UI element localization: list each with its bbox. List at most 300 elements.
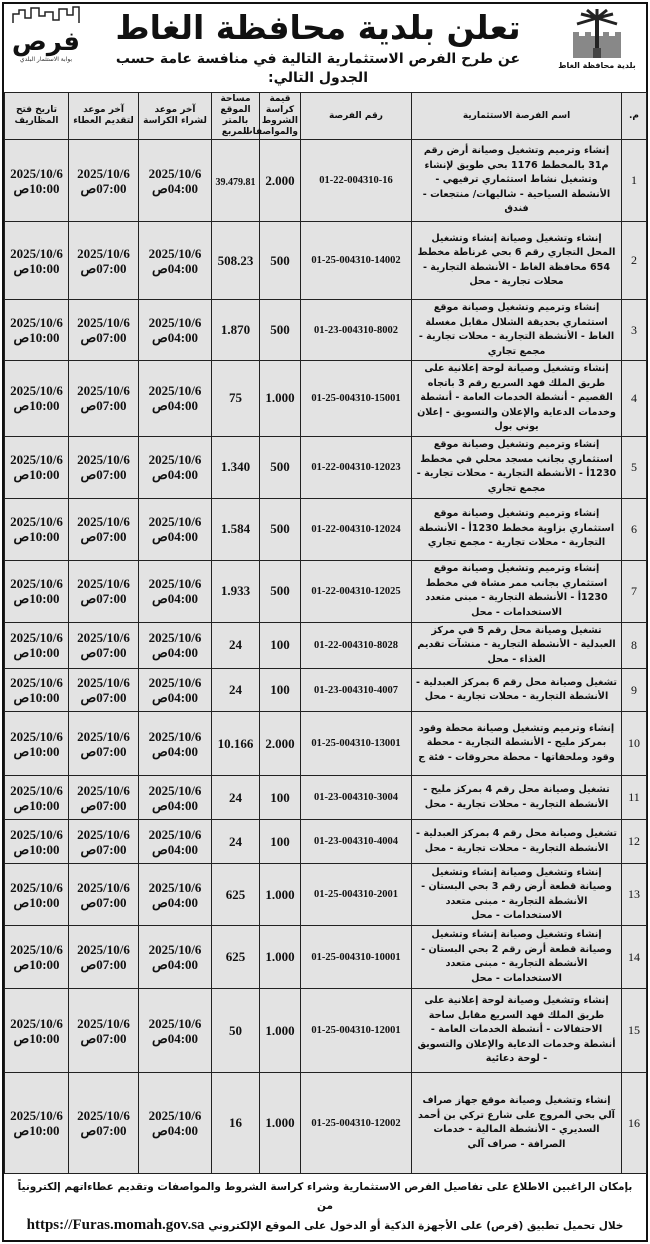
row-index-text: 6 xyxy=(631,521,637,536)
opportunity-name xyxy=(412,669,622,712)
opportunity-name xyxy=(412,436,622,498)
row-index-text: 11 xyxy=(628,790,640,804)
open-date-date: 2025/10/6 xyxy=(10,315,63,330)
bid-deadline-time: 07:00ص xyxy=(80,330,127,345)
opportunity-name-text: إنشاء وتشغيل وصيانة إنشاء وتشغيل وصيانة قطعة أرض رقم 3 بحي البستان - الأنشطة التجارية - مبنى متعدد الاستخدامات - محل xyxy=(421,866,612,921)
opportunity-number xyxy=(301,300,412,361)
bid-deadline-time: 07:00ص xyxy=(80,797,127,813)
buy-deadline-date: 2025/10/6 xyxy=(148,675,202,690)
open-date-date: 2025/10/6 xyxy=(10,782,63,798)
row-index xyxy=(622,560,647,622)
buy-deadline xyxy=(139,498,212,560)
open-date-time: 10:00ص xyxy=(13,957,60,972)
buy-deadline-time: 04:00ص xyxy=(151,330,199,345)
booklet-price-text: 1.000 xyxy=(265,886,295,902)
buy-deadline-date: 2025/10/6 xyxy=(148,165,202,181)
buy-deadline xyxy=(139,712,212,776)
opportunity-number-text: 01-22-004310-16 xyxy=(319,175,393,186)
bid-deadline-date: 2025/10/6 xyxy=(77,782,130,798)
open-date-time: 10:00ص xyxy=(13,743,60,759)
row-index xyxy=(622,926,647,989)
opportunity-name xyxy=(412,712,622,776)
site-area xyxy=(212,864,260,926)
opportunity-name-text: إنشاء وتشغيل وصيانة موقع جهاز صراف آلي بحي المروج على شارع تركي بن أحمد السديري - الأنشطة المالية - خدمات الصرافة - صراف آلي xyxy=(418,1095,615,1150)
buy-deadline-time: 04:00ص xyxy=(151,797,199,813)
booklet-price xyxy=(260,560,301,622)
site-area xyxy=(212,361,260,437)
bid-deadline-date: 2025/10/6 xyxy=(77,1015,130,1031)
booklet-price-text: 500 xyxy=(270,252,290,268)
open-date-date: 2025/10/6 xyxy=(10,942,63,957)
table-row xyxy=(5,669,647,712)
opportunity-number xyxy=(301,498,412,560)
buy-deadline-time: 04:00ص xyxy=(151,1123,199,1138)
booklet-price-text: 100 xyxy=(270,637,290,653)
buy-deadline-date: 2025/10/6 xyxy=(148,630,202,646)
bid-deadline-time: 07:00ص xyxy=(80,894,127,910)
opportunity-name-text: إنشاء وترميم وتشغيل وصيانة موقع استثماري بجانب ممر مشاة في مخطط 1230أ - الأنشطة التجارية - مبنى متعدد الاستخدامات - محل xyxy=(425,563,608,618)
opportunity-name xyxy=(412,498,622,560)
row-index-text: 2 xyxy=(631,253,637,267)
opportunity-name-text: إنشاء وترميم وتشغيل وصيانة موقع استثماري بزاوية مخطط 1230أ - الأنشطة التجارية - محلات تجارية - مجمع تجاري xyxy=(418,508,615,549)
booklet-price-text: 500 xyxy=(270,322,290,337)
open-date-time: 10:00ص xyxy=(13,591,60,606)
opportunity-name-text: إنشاء وتشغيل وصيانة لوحة إعلانية على طريق الملك فهد السريع مقابل ساحة الاحتفالات - أنشطة الخدمات العامة - أنشطة وخدمات الدعاية والإعلان والتسويق - لوحة دعائية xyxy=(417,995,616,1065)
bid-deadline-time: 07:00ص xyxy=(80,529,127,544)
open-date-time: 10:00ص xyxy=(13,467,60,482)
open-date-time: 10:00ص xyxy=(13,330,60,345)
open-date xyxy=(5,712,69,776)
site-area xyxy=(212,560,260,622)
buy-deadline xyxy=(139,140,212,222)
buy-deadline-time: 04:00ص xyxy=(151,957,199,972)
bid-deadline-time: 07:00ص xyxy=(80,690,127,705)
opportunity-name-text: إنشاء وترميم وتشغيل وصيانة موقع استثماري بحديقة الشلال مقابل مغسلة الغاط - الأنشطة التجارية - محلات تجارية - مجمع تجاري xyxy=(418,302,615,357)
buy-deadline xyxy=(139,989,212,1073)
row-index xyxy=(622,1073,647,1174)
bid-deadline-time: 07:00ص xyxy=(80,260,127,276)
bid-deadline-time: 07:00ص xyxy=(80,841,127,857)
site-area xyxy=(212,989,260,1073)
bid-deadline-time: 07:00ص xyxy=(80,645,127,661)
bid-deadline xyxy=(69,560,139,622)
booklet-price xyxy=(260,222,301,300)
table-row xyxy=(5,989,647,1073)
site-area-text: 24 xyxy=(229,682,242,697)
booklet-price xyxy=(260,140,301,222)
bid-deadline-date: 2025/10/6 xyxy=(77,728,130,744)
opportunity-name xyxy=(412,622,622,669)
open-date xyxy=(5,864,69,926)
opportunity-number xyxy=(301,222,412,300)
opportunity-number-text: 01-22-004310-12025 xyxy=(311,585,401,597)
open-date-time: 10:00ص xyxy=(13,690,60,705)
page-subtitle: عن طرح الفرص الاستثمارية التالية في منافسة عامة حسب الجدول التالي: xyxy=(115,51,521,86)
header-number: رقم الفرصة xyxy=(301,93,412,140)
buy-deadline-date: 2025/10/6 xyxy=(148,942,202,957)
bid-deadline-date: 2025/10/6 xyxy=(77,514,130,529)
table-row xyxy=(5,300,647,361)
booklet-price xyxy=(260,300,301,361)
row-index-text: 13 xyxy=(628,887,640,901)
site-area xyxy=(212,776,260,820)
buy-deadline-date: 2025/10/6 xyxy=(148,383,202,399)
open-date xyxy=(5,436,69,498)
header-index: م. xyxy=(622,93,647,140)
site-area-text: 1.933 xyxy=(220,583,251,598)
open-date-time: 10:00ص xyxy=(13,841,60,857)
opportunity-number xyxy=(301,622,412,669)
opportunity-number xyxy=(301,776,412,820)
site-area xyxy=(212,669,260,712)
opportunity-name xyxy=(412,864,622,926)
booklet-price xyxy=(260,1073,301,1174)
opportunity-number-text: 01-22-004310-8028 xyxy=(314,639,398,651)
buy-deadline-date: 2025/10/6 xyxy=(148,1108,202,1123)
open-date-date: 2025/10/6 xyxy=(10,1108,63,1123)
footer-note xyxy=(4,1174,646,1236)
buy-deadline xyxy=(139,1073,212,1174)
opportunity-number xyxy=(301,436,412,498)
booklet-price-text: 1.000 xyxy=(265,1115,295,1130)
buy-deadline-date: 2025/10/6 xyxy=(148,879,202,895)
booklet-price-text: 2.000 xyxy=(265,735,295,751)
opportunity-number-text: 01-25-004310-12001 xyxy=(311,1025,401,1036)
buy-deadline-time: 04:00ص xyxy=(151,398,199,414)
row-index xyxy=(622,361,647,437)
buy-deadline-date: 2025/10/6 xyxy=(148,576,202,591)
site-area-text: 24 xyxy=(229,637,242,653)
booklet-price-text: 100 xyxy=(270,833,290,849)
open-date-date: 2025/10/6 xyxy=(10,576,63,591)
furas-logo-text: فرص xyxy=(11,27,81,57)
header xyxy=(4,4,646,92)
buy-deadline xyxy=(139,560,212,622)
table-row xyxy=(5,820,647,864)
table-row xyxy=(5,140,647,222)
footer-line-2: خلال تحميل تطبيق (فرص) على الأجهزة الذكية أو الدخول على الموقع الإلكتروني xyxy=(208,1220,624,1232)
buy-deadline-date: 2025/10/6 xyxy=(148,514,202,529)
buy-deadline-date: 2025/10/6 xyxy=(148,728,202,744)
booklet-price-text: 100 xyxy=(270,789,290,805)
row-index xyxy=(622,140,647,222)
booklet-price-text: 1.000 xyxy=(265,1022,295,1038)
site-area xyxy=(212,498,260,560)
opportunity-name xyxy=(412,820,622,864)
opportunity-number xyxy=(301,989,412,1073)
site-area xyxy=(212,1073,260,1174)
opportunity-name-text: إنشاء وتشغيل وصيانة لوحة إعلانية على طريق الملك فهد السريع رقم 3 باتجاه القصيم - أنشطة الخدمات العامة - أنشطة وخدمات الدعاية والإعلان والتسويق - إعلان يوني بول xyxy=(417,363,616,432)
row-index-text: 1 xyxy=(631,173,637,187)
bid-deadline-date: 2025/10/6 xyxy=(77,1108,130,1123)
site-area-text: 1.870 xyxy=(220,322,251,337)
site-area-text: 10.166 xyxy=(217,735,254,751)
booklet-price xyxy=(260,864,301,926)
buy-deadline-time: 04:00ص xyxy=(151,1030,199,1046)
open-date xyxy=(5,560,69,622)
buy-deadline-time: 04:00ص xyxy=(151,841,199,857)
bid-deadline-date: 2025/10/6 xyxy=(77,315,130,330)
bid-deadline-time: 07:00ص xyxy=(80,743,127,759)
buy-deadline-time: 04:00ص xyxy=(151,690,199,705)
opportunity-name-text: إنشاء وتشغيل وصيانة إنشاء وتشغيل المحل التجاري رقم 6 بحي غرناطة مخطط 654 محافظة الغاط - الأنشطة التجارية - محلات تجارية - محل xyxy=(417,232,616,287)
open-date xyxy=(5,222,69,300)
opportunity-number xyxy=(301,669,412,712)
row-index xyxy=(622,776,647,820)
booklet-price xyxy=(260,776,301,820)
bid-deadline-time: 07:00ص xyxy=(80,180,127,196)
opportunity-number xyxy=(301,820,412,864)
opportunity-number-text: 01-23-004310-3004 xyxy=(314,792,398,803)
open-date xyxy=(5,926,69,989)
row-index-text: 5 xyxy=(631,459,637,474)
row-index-text: 10 xyxy=(628,736,640,750)
opportunity-name-text: إنشاء وترميم وتشغيل وصيانة موقع استثماري بجانب مسجد محلي في مخطط 1230أ - الأنشطة التجارية - محلات تجارية - مجمع تجاري xyxy=(416,439,617,494)
table-row xyxy=(5,712,647,776)
municipality-logo-text: بلدية محافظة الغاط xyxy=(558,61,636,70)
booklet-price xyxy=(260,820,301,864)
opportunity-number-text: 01-25-004310-14002 xyxy=(311,255,401,266)
bid-deadline-date: 2025/10/6 xyxy=(77,245,130,261)
row-index xyxy=(622,300,647,361)
bid-deadline-time: 07:00ص xyxy=(80,398,127,414)
table-header-row xyxy=(5,93,647,140)
open-date-time: 10:00ص xyxy=(13,797,60,813)
open-date xyxy=(5,776,69,820)
bid-deadline-date: 2025/10/6 xyxy=(77,630,130,646)
booklet-price xyxy=(260,989,301,1073)
bid-deadline-date: 2025/10/6 xyxy=(77,576,130,591)
booklet-price-text: 500 xyxy=(270,521,290,536)
row-index-text: 9 xyxy=(631,682,637,697)
booklet-price xyxy=(260,712,301,776)
opportunity-number xyxy=(301,712,412,776)
site-area-text: 1.340 xyxy=(220,459,251,474)
opportunity-name xyxy=(412,300,622,361)
site-area xyxy=(212,222,260,300)
open-date-date: 2025/10/6 xyxy=(10,879,63,895)
open-date-date: 2025/10/6 xyxy=(10,383,63,399)
advertisement-frame xyxy=(2,2,648,1242)
table-row xyxy=(5,498,647,560)
header-buy-deadline: آخر موعد لشراء الكراسة xyxy=(139,93,212,140)
buy-deadline xyxy=(139,300,212,361)
row-index-text: 7 xyxy=(631,583,637,598)
open-date xyxy=(5,498,69,560)
booklet-price-text: 500 xyxy=(270,459,290,474)
opportunity-number xyxy=(301,1073,412,1174)
site-area xyxy=(212,926,260,989)
opportunity-number-text: 01-25-004310-10001 xyxy=(311,951,401,963)
site-area xyxy=(212,300,260,361)
bid-deadline-time: 07:00ص xyxy=(80,591,127,606)
open-date xyxy=(5,622,69,669)
open-date xyxy=(5,300,69,361)
site-area-text: 39.479.81 xyxy=(215,176,256,188)
buy-deadline-time: 04:00ص xyxy=(151,894,199,910)
bid-deadline xyxy=(69,222,139,300)
opportunity-number-text: 01-23-004310-4004 xyxy=(314,836,398,847)
table-row xyxy=(5,926,647,989)
open-date-time: 10:00ص xyxy=(13,529,60,544)
site-area xyxy=(212,820,260,864)
open-date-date: 2025/10/6 xyxy=(10,675,63,690)
row-index xyxy=(622,622,647,669)
buy-deadline-date: 2025/10/6 xyxy=(148,1015,202,1031)
site-area-text: 508.23 xyxy=(217,252,254,268)
bid-deadline-date: 2025/10/6 xyxy=(77,675,130,690)
bid-deadline xyxy=(69,300,139,361)
palm-castle-icon xyxy=(567,8,627,60)
header-open-date: تاريخ فتح المظاريف xyxy=(5,93,69,140)
open-date-date: 2025/10/6 xyxy=(10,165,63,181)
buy-deadline-time: 04:00ص xyxy=(151,529,199,544)
booklet-price xyxy=(260,622,301,669)
opportunity-name xyxy=(412,361,622,437)
header-name: اسم الفرصة الاستثمارية xyxy=(412,93,622,140)
opportunity-number-text: 01-23-004310-8002 xyxy=(314,324,398,336)
opportunity-name xyxy=(412,140,622,222)
row-index xyxy=(622,669,647,712)
open-date xyxy=(5,820,69,864)
open-date-date: 2025/10/6 xyxy=(10,630,63,646)
row-index xyxy=(622,498,647,560)
buy-deadline-date: 2025/10/6 xyxy=(148,452,202,467)
booklet-price xyxy=(260,361,301,437)
row-index-text: 8 xyxy=(631,637,637,652)
table-row xyxy=(5,361,647,437)
open-date-date: 2025/10/6 xyxy=(10,1015,63,1031)
buy-deadline xyxy=(139,820,212,864)
table-row xyxy=(5,1073,647,1174)
booklet-price-text: 1.000 xyxy=(265,949,295,964)
opportunity-name-text: إنشاء وتشغيل وصيانة إنشاء وتشغيل وصيانة قطعة أرض رقم 2 بحي البستان - الأنشطة التجارية - مبنى متعدد الاستخدامات - محل xyxy=(421,929,612,984)
opportunity-name xyxy=(412,989,622,1073)
opportunity-name xyxy=(412,560,622,622)
site-area xyxy=(212,436,260,498)
opportunity-number xyxy=(301,560,412,622)
open-date xyxy=(5,140,69,222)
header-area: مساحة الموقع بالمتر المربع xyxy=(212,93,260,140)
row-index-text: 16 xyxy=(628,1115,640,1130)
buy-deadline-time: 04:00ص xyxy=(151,260,199,276)
opportunity-number xyxy=(301,361,412,437)
bid-deadline-date: 2025/10/6 xyxy=(77,942,130,957)
site-area-text: 24 xyxy=(229,789,242,805)
row-index xyxy=(622,436,647,498)
site-area-text: 1.584 xyxy=(220,521,251,536)
site-area-text: 16 xyxy=(229,1115,242,1130)
skyline-icon xyxy=(11,6,81,24)
open-date-time: 10:00ص xyxy=(13,1030,60,1046)
bid-deadline-date: 2025/10/6 xyxy=(77,452,130,467)
open-date-date: 2025/10/6 xyxy=(10,245,63,261)
bid-deadline xyxy=(69,820,139,864)
footer-line-1: بإمكان الراغبين الاطلاع على تفاصيل الفرص الاستثمارية وشراء كراسة الشروط والمواصفات وتقديم عطاءاتهم إلكترونياً من xyxy=(17,1181,633,1212)
row-index-text: 15 xyxy=(628,1023,640,1037)
bid-deadline xyxy=(69,989,139,1073)
bid-deadline xyxy=(69,864,139,926)
furas-logo xyxy=(6,6,86,64)
furas-website-link[interactable]: https://Furas.momah.gov.sa xyxy=(26,1217,205,1233)
municipality-logo xyxy=(552,8,642,70)
opportunity-number-text: 01-22-004310-12023 xyxy=(311,461,401,473)
opportunity-number xyxy=(301,864,412,926)
open-date-time: 10:00ص xyxy=(13,260,60,276)
open-date-time: 10:00ص xyxy=(13,398,60,414)
open-date-date: 2025/10/6 xyxy=(10,728,63,744)
open-date xyxy=(5,1073,69,1174)
row-index-text: 3 xyxy=(631,322,637,337)
opportunity-number xyxy=(301,140,412,222)
booklet-price xyxy=(260,498,301,560)
open-date-date: 2025/10/6 xyxy=(10,452,63,467)
furas-logo-sub: بوابة الاستثمار البلدي xyxy=(19,56,73,63)
opportunity-number-text: 01-25-004310-13001 xyxy=(311,738,401,749)
site-area xyxy=(212,712,260,776)
buy-deadline-date: 2025/10/6 xyxy=(148,826,202,842)
opportunity-name-text: تشغيل وصيانة محل رقم 5 في مركز العبدلية - الأنشطة التجارية - منشآت تقديم الغذاء - محل xyxy=(417,624,616,665)
buy-deadline xyxy=(139,776,212,820)
buy-deadline xyxy=(139,436,212,498)
table-row xyxy=(5,864,647,926)
open-date-time: 10:00ص xyxy=(13,894,60,910)
bid-deadline-date: 2025/10/6 xyxy=(77,165,130,181)
bid-deadline xyxy=(69,140,139,222)
buy-deadline-time: 04:00ص xyxy=(151,743,199,759)
opportunity-name-text: إنشاء وترميم وتشغيل وصيانة أرض رقم م31 بالمخطط 1176 بحي طويق لإنشاء وتشغيل نشاط استثماري ترفيهي - الأنشطة السياحية - شاليهات/ منتجعات - فندق xyxy=(422,145,611,215)
bid-deadline-date: 2025/10/6 xyxy=(77,383,130,399)
booklet-price-text: 2.000 xyxy=(265,172,295,188)
open-date-time: 10:00ص xyxy=(13,1123,60,1138)
site-area xyxy=(212,140,260,222)
buy-deadline-time: 04:00ص xyxy=(151,180,199,196)
buy-deadline xyxy=(139,926,212,989)
booklet-price xyxy=(260,436,301,498)
bid-deadline xyxy=(69,436,139,498)
row-index xyxy=(622,864,647,926)
table-row xyxy=(5,776,647,820)
header-bid-deadline: آخر موعد لتقديم العطاء xyxy=(69,93,139,140)
opportunity-name xyxy=(412,776,622,820)
table-row xyxy=(5,222,647,300)
row-index-text: 14 xyxy=(628,949,640,964)
opportunity-number-text: 01-25-004310-12002 xyxy=(311,1117,401,1129)
bid-deadline-time: 07:00ص xyxy=(80,1123,127,1138)
buy-deadline-time: 04:00ص xyxy=(151,591,199,606)
bid-deadline xyxy=(69,776,139,820)
buy-deadline xyxy=(139,222,212,300)
buy-deadline-date: 2025/10/6 xyxy=(148,245,202,261)
table-row xyxy=(5,622,647,669)
bid-deadline-date: 2025/10/6 xyxy=(77,826,130,842)
opportunity-name xyxy=(412,926,622,989)
buy-deadline-time: 04:00ص xyxy=(151,645,199,661)
opportunity-number-text: 01-25-004310-15001 xyxy=(311,392,401,404)
bid-deadline-time: 07:00ص xyxy=(80,957,127,972)
bid-deadline xyxy=(69,1073,139,1174)
site-area-text: 50 xyxy=(229,1022,242,1038)
buy-deadline xyxy=(139,669,212,712)
bid-deadline xyxy=(69,498,139,560)
open-date xyxy=(5,989,69,1073)
opportunity-number xyxy=(301,926,412,989)
booklet-price xyxy=(260,926,301,989)
open-date-date: 2025/10/6 xyxy=(10,514,63,529)
open-date-time: 10:00ص xyxy=(13,180,60,196)
bid-deadline xyxy=(69,669,139,712)
site-area-text: 625 xyxy=(225,886,246,902)
